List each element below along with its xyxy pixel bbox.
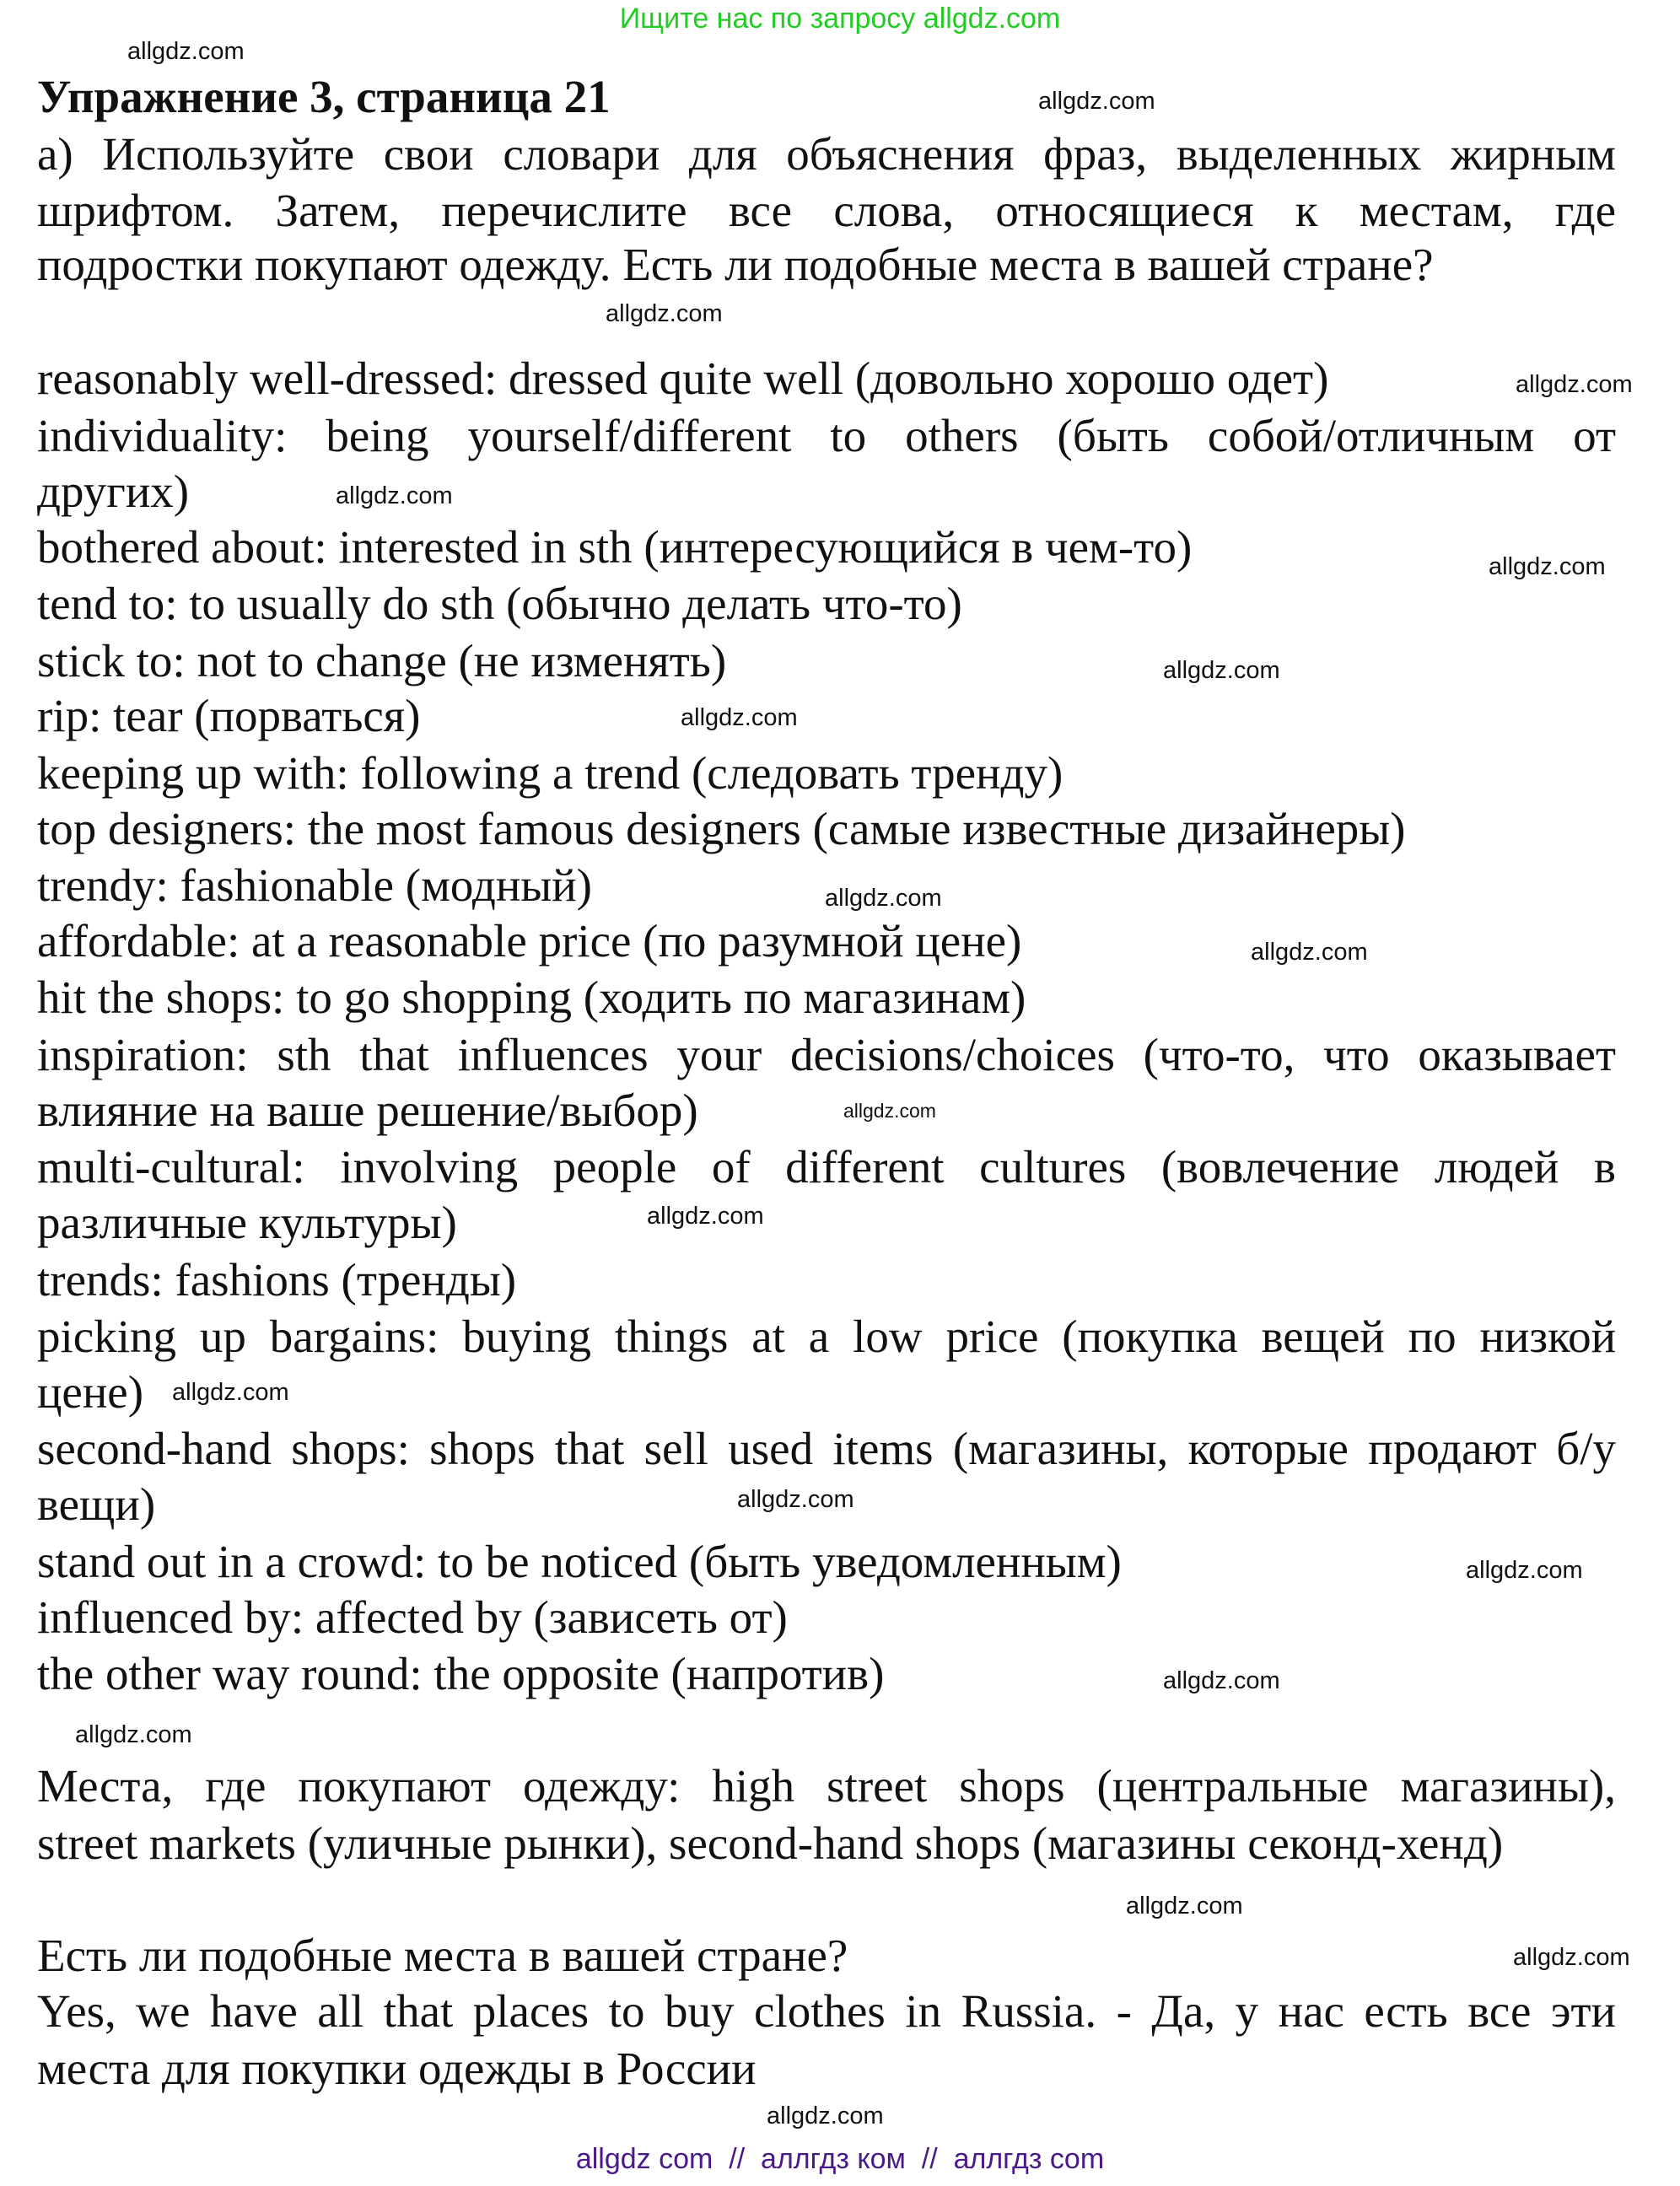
entry-line: the other way round: the opposite (напротив) xyxy=(37,1648,885,1699)
task-line: а) Используйте свои словари для объяснения фраз, выделенных жирным xyxy=(37,128,1616,180)
watermark: allgdz.com xyxy=(172,1379,289,1406)
answer-line: Yes, we have all that places to buy clothes in Russia. - Да, у нас есть все эти xyxy=(37,1985,1616,2037)
watermark: allgdz.com xyxy=(1163,657,1280,684)
entry-line: influenced by: affected by (зависеть от) xyxy=(37,1591,788,1643)
watermark: allgdz.com xyxy=(1126,1893,1243,1919)
watermark: allgdz.com xyxy=(127,38,245,65)
entry-line: влияние на ваше решение/выбор) xyxy=(37,1085,698,1136)
entry-line: rip: tear (порваться) xyxy=(37,690,421,741)
watermark: allgdz.com xyxy=(1163,1667,1280,1694)
places-line: Места, где покупают одежду: high street shops (центральные магазины), xyxy=(37,1760,1616,1812)
entry-line: top designers: the most famous designers (самые известные дизайнеры) xyxy=(37,803,1406,854)
places-line: street markets (уличные рынки), second-hand shops (магазины секонд-хенд) xyxy=(37,1817,1504,1869)
watermark: allgdz.com xyxy=(1038,88,1155,115)
entry-line: trends: fashions (тренды) xyxy=(37,1254,517,1306)
entry-line: individuality: being yourself/different to others (быть собой/отличным от xyxy=(37,410,1616,461)
entry-line: affordable: at a reasonable price (по разумной цене) xyxy=(37,915,1022,966)
entry-line: stick to: not to change (не изменять) xyxy=(37,635,727,686)
entry-line: различные культуры) xyxy=(37,1197,457,1248)
answer-question: Есть ли подобные места в вашей стране? xyxy=(37,1930,848,1981)
watermark: allgdz.com xyxy=(681,704,798,731)
watermark: allgdz.com xyxy=(606,300,723,327)
entry-line: вещи) xyxy=(37,1478,156,1530)
watermark: allgdz.com xyxy=(1489,553,1606,580)
page-title: Упражнение 3, страница 21 xyxy=(37,71,611,122)
entry-line: picking up bargains: buying things at a low price (покупка вещей по низкой xyxy=(37,1311,1616,1362)
task-line: шрифтом. Затем, перечислите все слова, относящиеся к местам, где xyxy=(37,185,1616,236)
watermark: allgdz.com xyxy=(1516,371,1633,398)
watermark: allgdz.com xyxy=(1251,939,1368,966)
watermark: allgdz.com xyxy=(336,482,453,509)
entry-line: stand out in a crowd: to be noticed (быть уведомленным) xyxy=(37,1536,1122,1587)
watermark: allgdz.com xyxy=(75,1721,192,1748)
entry-line: reasonably well-dressed: dressed quite well (довольно хорошо одет) xyxy=(37,353,1329,404)
watermark: allgdz.com xyxy=(1466,1557,1583,1584)
entry-line: tend to: to usually do sth (обычно делать что-то) xyxy=(37,578,962,629)
watermark: allgdz.com xyxy=(767,2103,884,2129)
header-banner: Ищите нас по запросу allgdz.com xyxy=(619,3,1061,35)
watermark: allgdz.com xyxy=(843,1100,936,1122)
entry-line: second-hand shops: shops that sell used items (магазины, которые продают б/у xyxy=(37,1423,1616,1474)
answer-line: места для покупки одежды в России xyxy=(37,2043,757,2094)
footer-banner: allgdz com // аллгдз ком // аллгдз com xyxy=(575,2143,1105,2175)
entry-line: цене) xyxy=(37,1366,144,1418)
entry-line: keeping up with: following a trend (следовать тренду) xyxy=(37,747,1063,799)
watermark: allgdz.com xyxy=(825,885,942,912)
task-line: подростки покупают одежду. Есть ли подобные места в вашей стране? xyxy=(37,239,1434,290)
entry-line: multi-cultural: involving people of different cultures (вовлечение людей в xyxy=(37,1141,1616,1193)
entry-line: bothered about: interested in sth (интересующийся в чем-то) xyxy=(37,521,1193,573)
watermark: allgdz.com xyxy=(737,1486,854,1513)
watermark: allgdz.com xyxy=(647,1203,764,1230)
entry-line: inspiration: sth that influences your decisions/choices (что-то, что оказывает xyxy=(37,1029,1616,1080)
entry-line: trendy: fashionable (модный) xyxy=(37,859,592,911)
entry-line: других) xyxy=(37,466,190,517)
entry-line: hit the shops: to go shopping (ходить по магазинам) xyxy=(37,972,1026,1023)
watermark: allgdz.com xyxy=(1513,1944,1630,1971)
